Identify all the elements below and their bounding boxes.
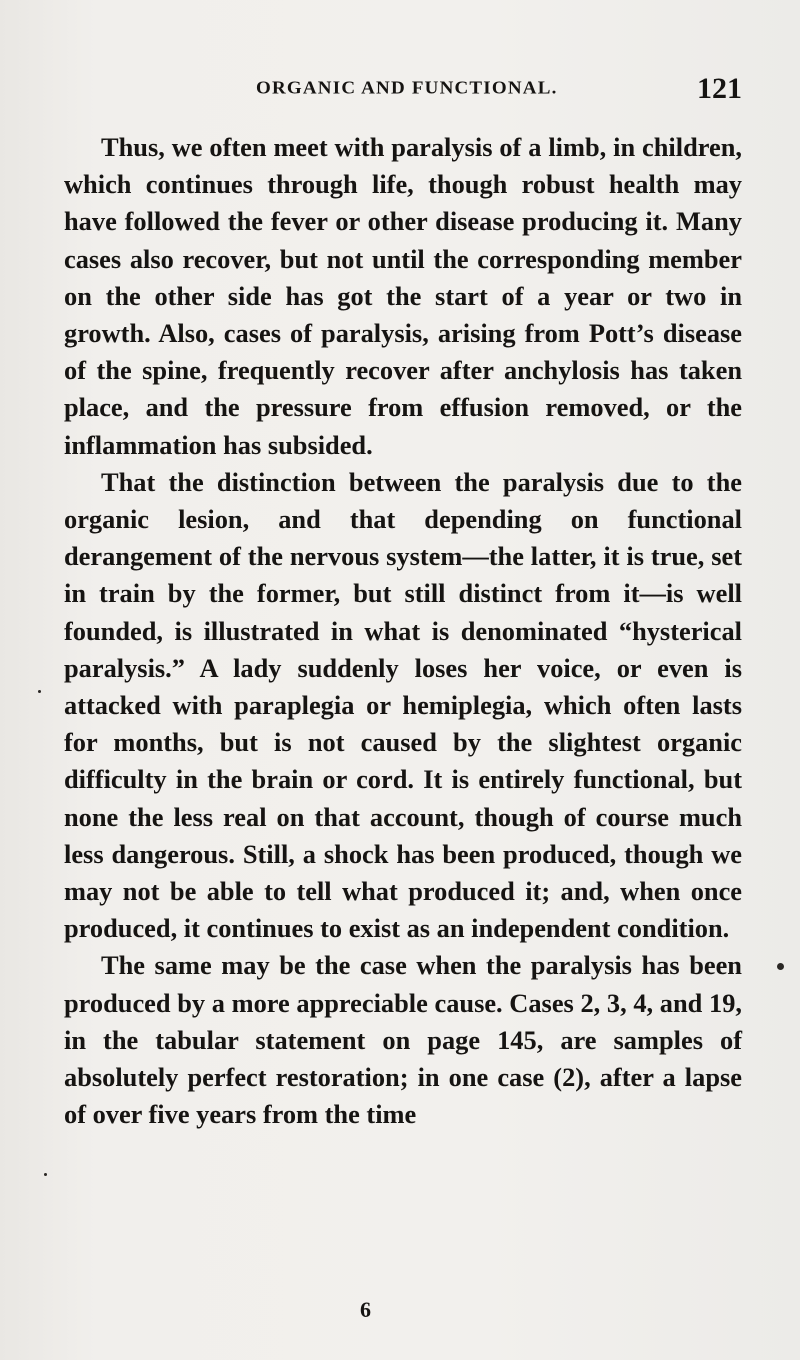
paragraph-2: That the distinction between the paralysis due to the organic lesion, and that depending on functional derangement of the nervous system—the latter, it is true, set in train by the former, but still distinct from it—is well founded, is illustrated in what is denominated “hysterical paralysis.” A lady suddenly loses her voice, or even is attacked with paraplegia or hemiplegia, which often lasts for months, but is not caused by the slightest organic difficulty in the brain or cord. It is entirely functional, but none the less real on that account, though of course much less dangerous. Still, a shock has been produced, though we may not be able to tell what produced it; and, when once produced, it continues to exist as an independent condition.: [64, 466, 742, 944]
paragraph-3: The same may be the case when the paralysis has been produced by a more appreciable cause. Cases 2, 3, 4, and 19, in the tabular statement on page 145, are samples of absolutely perfect restoration; in one case (2), after a lapse of over five years from the time: [64, 950, 742, 1130]
running-head: ORGANIC AND FUNCTIONAL.: [256, 78, 558, 99]
ink-speck: [777, 963, 784, 970]
page-header: [64, 72, 742, 108]
page-number: 121: [697, 72, 742, 105]
ink-speck: [44, 1173, 47, 1176]
body-text: [64, 129, 742, 1133]
paragraph-1: Thus, we often meet with paralysis of a limb, in children, which continues through life, though robust health may have followed the fever or other disease producing it. Many cases also recover, but not until the corresponding member on the other side has got the start of a year or two in growth. Also, cases of paralysis, arising from Pott’s disease of the spine, frequently recover after anchylosis has taken place, and the pressure from effusion removed, or the inflammation has subsided.: [64, 132, 742, 460]
signature-mark: 6: [360, 1297, 371, 1322]
ink-speck: [38, 690, 41, 693]
